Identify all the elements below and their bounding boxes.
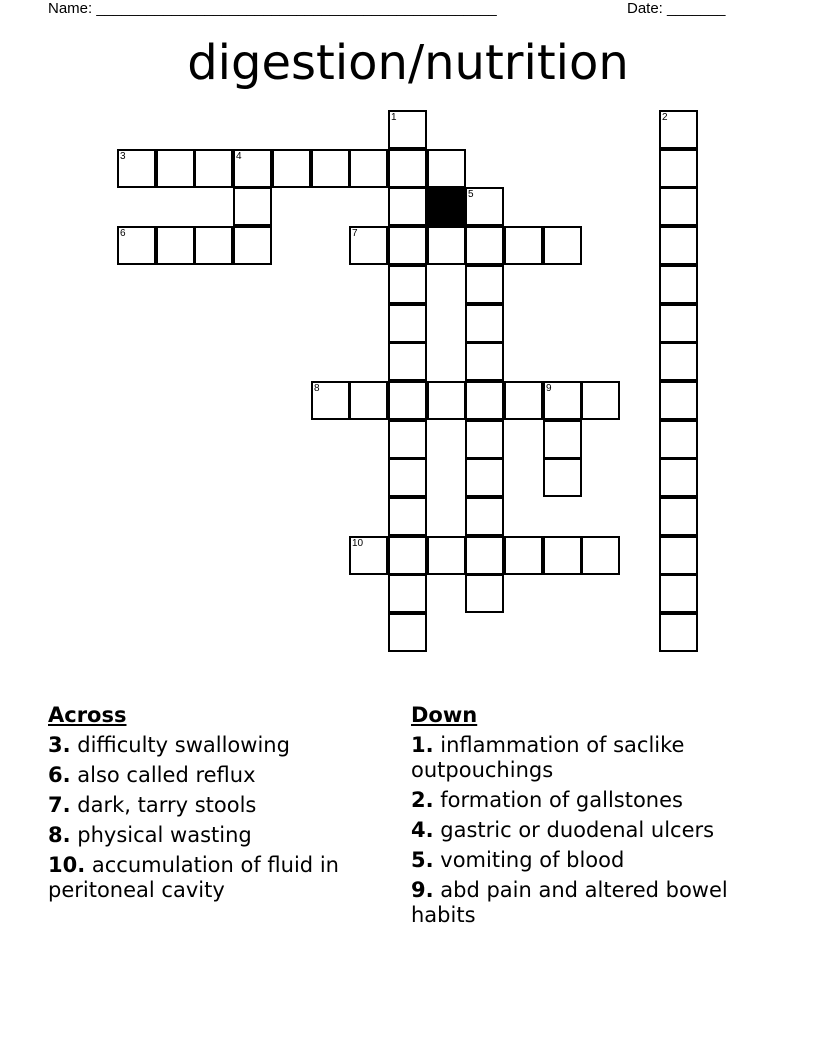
grid-cell[interactable]	[465, 265, 504, 304]
grid-cell[interactable]	[427, 536, 466, 575]
clue-item	[48, 823, 388, 848]
grid-cell[interactable]	[543, 420, 582, 459]
clue-number: 9	[546, 383, 552, 394]
grid-cell[interactable]	[465, 342, 504, 381]
clue-number: 6	[120, 228, 126, 239]
clue-item-number: 7.	[48, 793, 71, 817]
grid-cell[interactable]	[311, 149, 350, 188]
grid-cell[interactable]	[659, 149, 698, 188]
clue-number: 4	[236, 151, 242, 162]
grid-cell[interactable]	[156, 149, 195, 188]
grid-cell[interactable]	[465, 304, 504, 343]
clue-item-text: gastric or duodenal ulcers	[433, 818, 715, 842]
clue-number: 1	[391, 112, 397, 123]
grid-cell[interactable]	[388, 536, 427, 575]
clue-item	[411, 848, 771, 873]
grid-cell[interactable]	[659, 381, 698, 420]
grid-cell[interactable]	[543, 381, 582, 420]
clue-item-number: 5.	[411, 848, 434, 872]
grid-cell[interactable]	[388, 574, 427, 613]
grid-cell[interactable]	[504, 536, 543, 575]
grid-cell[interactable]	[543, 226, 582, 265]
across-clues	[48, 703, 388, 908]
clue-item-text: formation of gallstones	[433, 788, 683, 812]
clue-number: 7	[352, 228, 358, 239]
clue-item-text: dark, tarry stools	[70, 793, 257, 817]
clue-item	[411, 878, 771, 928]
grid-cell[interactable]	[388, 497, 427, 536]
grid-cell[interactable]	[465, 536, 504, 575]
down-clue-list	[411, 733, 771, 928]
clue-item	[48, 793, 388, 818]
clue-item-text: difficulty swallowing	[70, 733, 290, 757]
clue-item-number: 1.	[411, 733, 434, 757]
grid-cell[interactable]	[388, 265, 427, 304]
down-heading: Down	[411, 703, 478, 727]
grid-cell[interactable]	[659, 420, 698, 459]
clue-number: 10	[352, 538, 364, 549]
grid-cell[interactable]	[504, 226, 543, 265]
grid-cell[interactable]	[659, 497, 698, 536]
clue-number: 2	[662, 112, 668, 123]
clue-item-number: 9.	[411, 878, 434, 902]
grid-cell[interactable]	[388, 458, 427, 497]
grid-cell[interactable]	[504, 381, 543, 420]
clue-number: 8	[314, 383, 320, 394]
across-clue-list	[48, 733, 388, 903]
grid-cell[interactable]	[388, 226, 427, 265]
grid-cell[interactable]	[388, 381, 427, 420]
grid-cell[interactable]	[465, 458, 504, 497]
grid-cell[interactable]	[427, 149, 466, 188]
grid-cell[interactable]	[194, 226, 233, 265]
grid-cell[interactable]	[349, 149, 388, 188]
grid-cell[interactable]	[659, 342, 698, 381]
grid-cell[interactable]	[659, 187, 698, 226]
grid-cell[interactable]	[349, 226, 388, 265]
date-field-label: Date: _______	[627, 0, 726, 17]
blocked-cell	[427, 187, 466, 226]
grid-cell[interactable]	[427, 381, 466, 420]
clue-item-number: 10.	[48, 853, 86, 877]
grid-cell[interactable]	[194, 149, 233, 188]
page-title: digestion/nutrition	[187, 35, 629, 91]
grid-cell[interactable]	[581, 536, 620, 575]
clue-item	[48, 853, 388, 903]
grid-cell[interactable]	[233, 187, 272, 226]
grid-cell[interactable]	[388, 342, 427, 381]
grid-cell[interactable]	[388, 613, 427, 652]
grid-cell[interactable]	[349, 536, 388, 575]
grid-cell[interactable]	[156, 226, 195, 265]
across-heading: Across	[48, 703, 127, 727]
grid-cell[interactable]	[581, 381, 620, 420]
grid-cell[interactable]	[427, 226, 466, 265]
grid-cell[interactable]	[659, 110, 698, 149]
grid-cell[interactable]	[233, 149, 272, 188]
clue-item	[411, 788, 771, 813]
grid-cell[interactable]	[311, 381, 350, 420]
grid-cell[interactable]	[388, 110, 427, 149]
grid-cell[interactable]	[465, 497, 504, 536]
clue-item-number: 3.	[48, 733, 71, 757]
clue-item-text: abd pain and altered bowel habits	[411, 878, 728, 927]
clue-item-number: 8.	[48, 823, 71, 847]
clue-item-text: vomiting of blood	[433, 848, 625, 872]
grid-cell[interactable]	[659, 574, 698, 613]
grid-cell[interactable]	[543, 458, 582, 497]
grid-cell[interactable]	[465, 420, 504, 459]
grid-cell[interactable]	[543, 536, 582, 575]
grid-cell[interactable]	[465, 187, 504, 226]
grid-cell[interactable]	[117, 226, 156, 265]
clue-item-number: 6.	[48, 763, 71, 787]
clue-number: 5	[468, 189, 474, 200]
clue-item-number: 4.	[411, 818, 434, 842]
down-clues	[411, 703, 771, 933]
grid-cell[interactable]	[659, 458, 698, 497]
clue-item	[411, 818, 771, 843]
grid-cell[interactable]	[388, 187, 427, 226]
clue-number: 3	[120, 151, 126, 162]
grid-cell[interactable]	[659, 304, 698, 343]
grid-cell[interactable]	[465, 574, 504, 613]
grid-cell[interactable]	[117, 149, 156, 188]
clue-item-number: 2.	[411, 788, 434, 812]
clue-item-text: also called reflux	[70, 763, 256, 787]
grid-cell[interactable]	[465, 226, 504, 265]
grid-cell[interactable]	[465, 381, 504, 420]
clue-item-text: inflammation of saclike outpouchings	[411, 733, 685, 782]
clue-item	[48, 763, 388, 788]
grid-cell[interactable]	[659, 226, 698, 265]
clue-item-text: accumulation of fluid in peritoneal cavity	[48, 853, 339, 902]
grid-cell[interactable]	[233, 226, 272, 265]
clue-item	[48, 733, 388, 758]
clue-item	[411, 733, 771, 783]
grid-cell[interactable]	[659, 613, 698, 652]
grid-cell[interactable]	[388, 304, 427, 343]
grid-cell[interactable]	[272, 149, 311, 188]
name-field-label: Name: ________________________________________________	[48, 0, 497, 17]
grid-cell[interactable]	[388, 149, 427, 188]
grid-cell[interactable]	[659, 265, 698, 304]
grid-cell[interactable]	[349, 381, 388, 420]
grid-cell[interactable]	[659, 536, 698, 575]
grid-cell[interactable]	[388, 420, 427, 459]
clue-item-text: physical wasting	[70, 823, 252, 847]
